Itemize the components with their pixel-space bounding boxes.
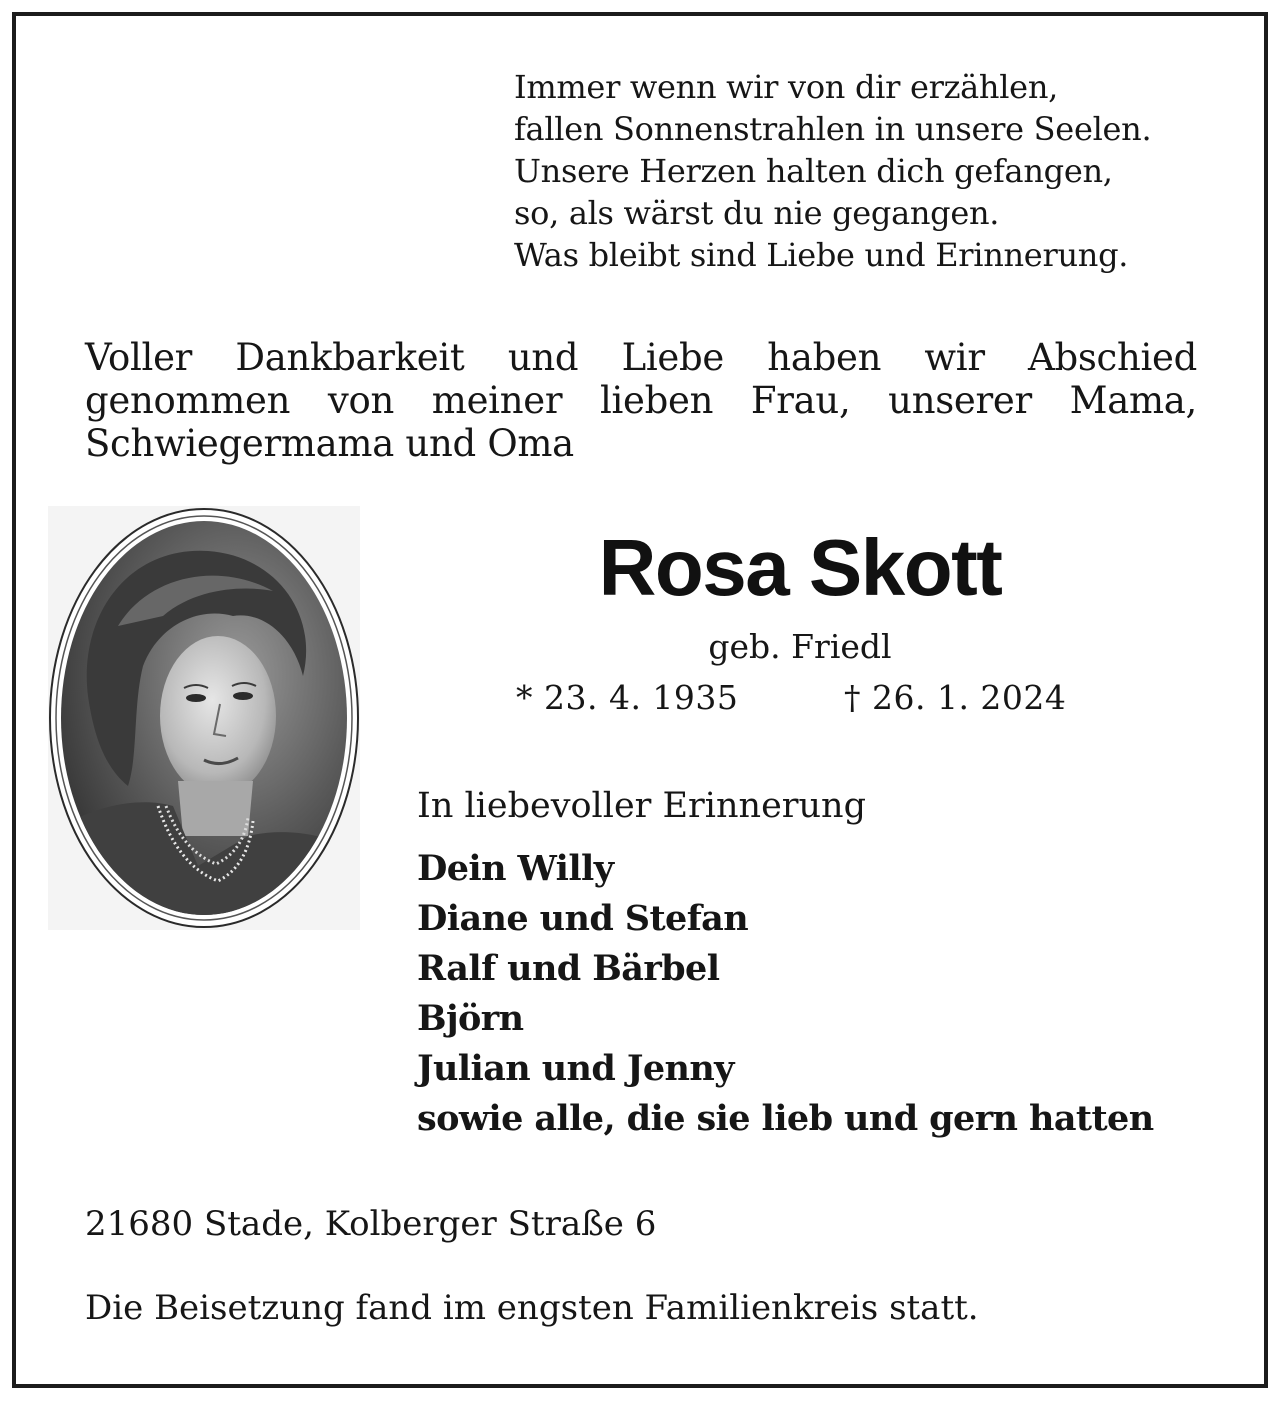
mourners-list [417,844,1154,1144]
funeral-note: Die Beisetzung fand im engsten Familienkreis statt. [85,1288,979,1328]
poem-line: Was bleibt sind Liebe und Erinnerung. [514,236,1129,274]
death-date: † 26. 1. 2024 [844,678,1067,717]
mourner-name: Dein Willy [417,848,614,889]
family-address: 21680 Stade, Kolberger Straße 6 [85,1204,657,1244]
poem-line: Immer wenn wir von dir erzählen, [514,68,1058,106]
poem-line: so, als wärst du nie gegangen. [514,194,1000,232]
farewell-intro-text: Voller Dankbarkeit und Liebe haben wir Abschied genommen von meiner lieben Frau, unserer Mama, Schwiegermama und Oma [85,336,1197,465]
mourner-name: Ralf und Bärbel [417,948,720,989]
birth-date: * 23. 4. 1935 [516,678,739,717]
mourner-name: Julian und Jenny [417,1048,734,1089]
poem-line: fallen Sonnenstrahlen in unsere Seelen. [514,110,1152,148]
memory-line: In liebevoller Erinnerung [417,786,867,826]
memorial-poem [514,66,1234,276]
mourner-name: Diane und Stefan [417,898,749,939]
mourner-name: Björn [417,998,524,1039]
portrait-photo [48,506,360,930]
mourner-name: sowie alle, die sie lieb und gern hatten [417,1098,1154,1139]
deceased-name: Rosa Skott [598,523,1002,612]
poem-line: Unsere Herzen halten dich gefangen, [514,152,1113,190]
maiden-name: geb. Friedl [708,627,892,666]
